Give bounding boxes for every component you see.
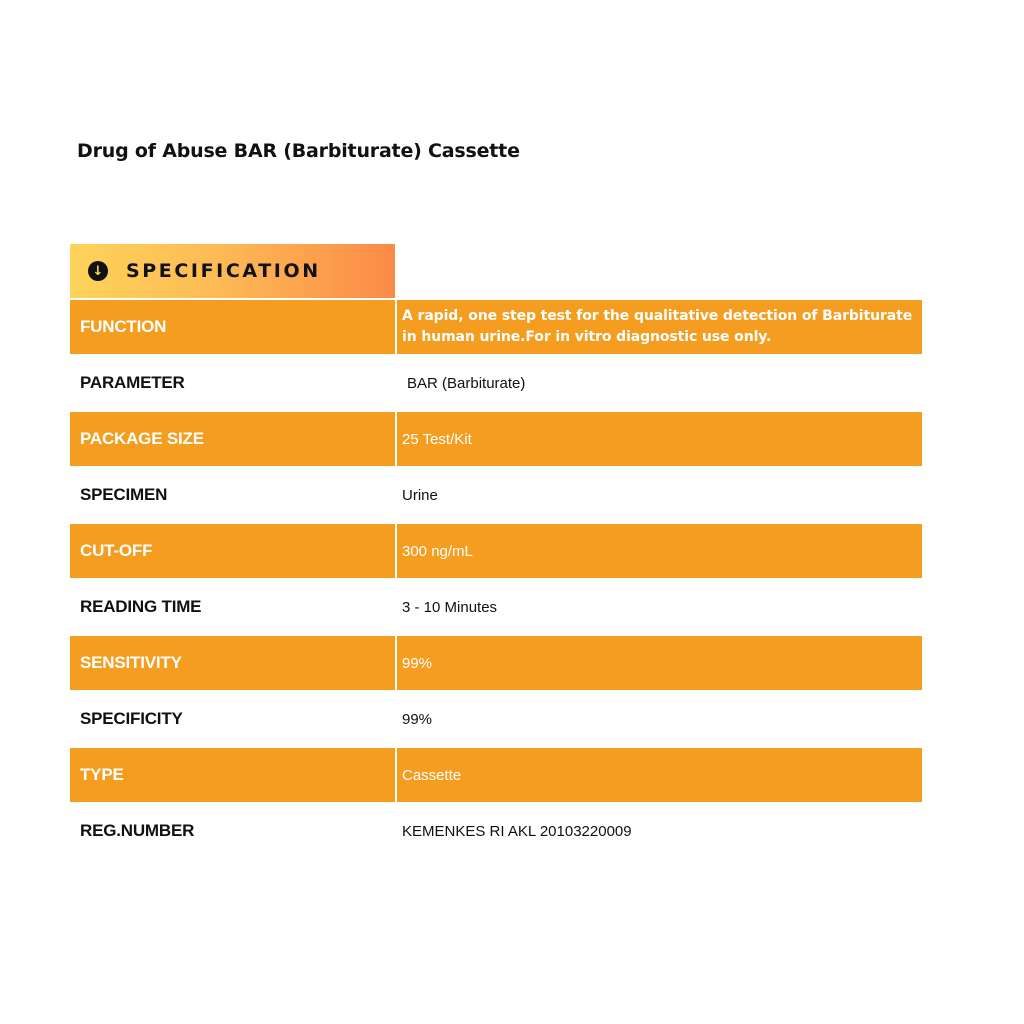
spec-row-type [70,748,922,802]
spec-row-sensitivity [70,636,922,690]
spec-label-parameter: PARAMETER [70,356,395,410]
spec-label-reg-number: REG.NUMBER [70,804,395,858]
spec-row-specificity [70,692,922,746]
specification-table [70,300,922,860]
spec-label-package-size: PACKAGE SIZE [70,412,395,466]
spec-row-reg-number [70,804,922,858]
spec-value-cut-off: 300 ng/mL [397,524,922,578]
spec-label-cut-off: CUT-OFF [70,524,395,578]
specification-header [70,244,395,298]
spec-label-sensitivity: SENSITIVITY [70,636,395,690]
spec-row-specimen [70,468,922,522]
spec-value-reading-time: 3 - 10 Minutes [397,580,922,634]
spec-label-reading-time: READING TIME [70,580,395,634]
spec-value-parameter: BAR (Barbiturate) [397,356,922,410]
page-title: Drug of Abuse BAR (Barbiturate) Cassette [77,140,520,162]
spec-label-specimen: SPECIMEN [70,468,395,522]
spec-label-type: TYPE [70,748,395,802]
spec-row-reading-time [70,580,922,634]
arrow-down-circle-icon: ↓ [88,261,108,281]
spec-value-function: A rapid, one step test for the qualitative detection of Barbiturate in human urine.For in vitro diagnostic use only. [397,300,922,354]
spec-value-sensitivity: 99% [397,636,922,690]
spec-label-specificity: SPECIFICITY [70,692,395,746]
spec-value-package-size: 25 Test/Kit [397,412,922,466]
specification-label: SPECIFICATION [126,260,321,282]
spec-value-reg-number: KEMENKES RI AKL 20103220009 [397,804,922,858]
spec-value-type: Cassette [397,748,922,802]
spec-row-parameter [70,356,922,410]
spec-row-package-size [70,412,922,466]
spec-row-cut-off [70,524,922,578]
spec-value-specimen: Urine [397,468,922,522]
spec-value-specificity: 99% [397,692,922,746]
spec-label-function: FUNCTION [70,300,395,354]
spec-row-function [70,300,922,354]
